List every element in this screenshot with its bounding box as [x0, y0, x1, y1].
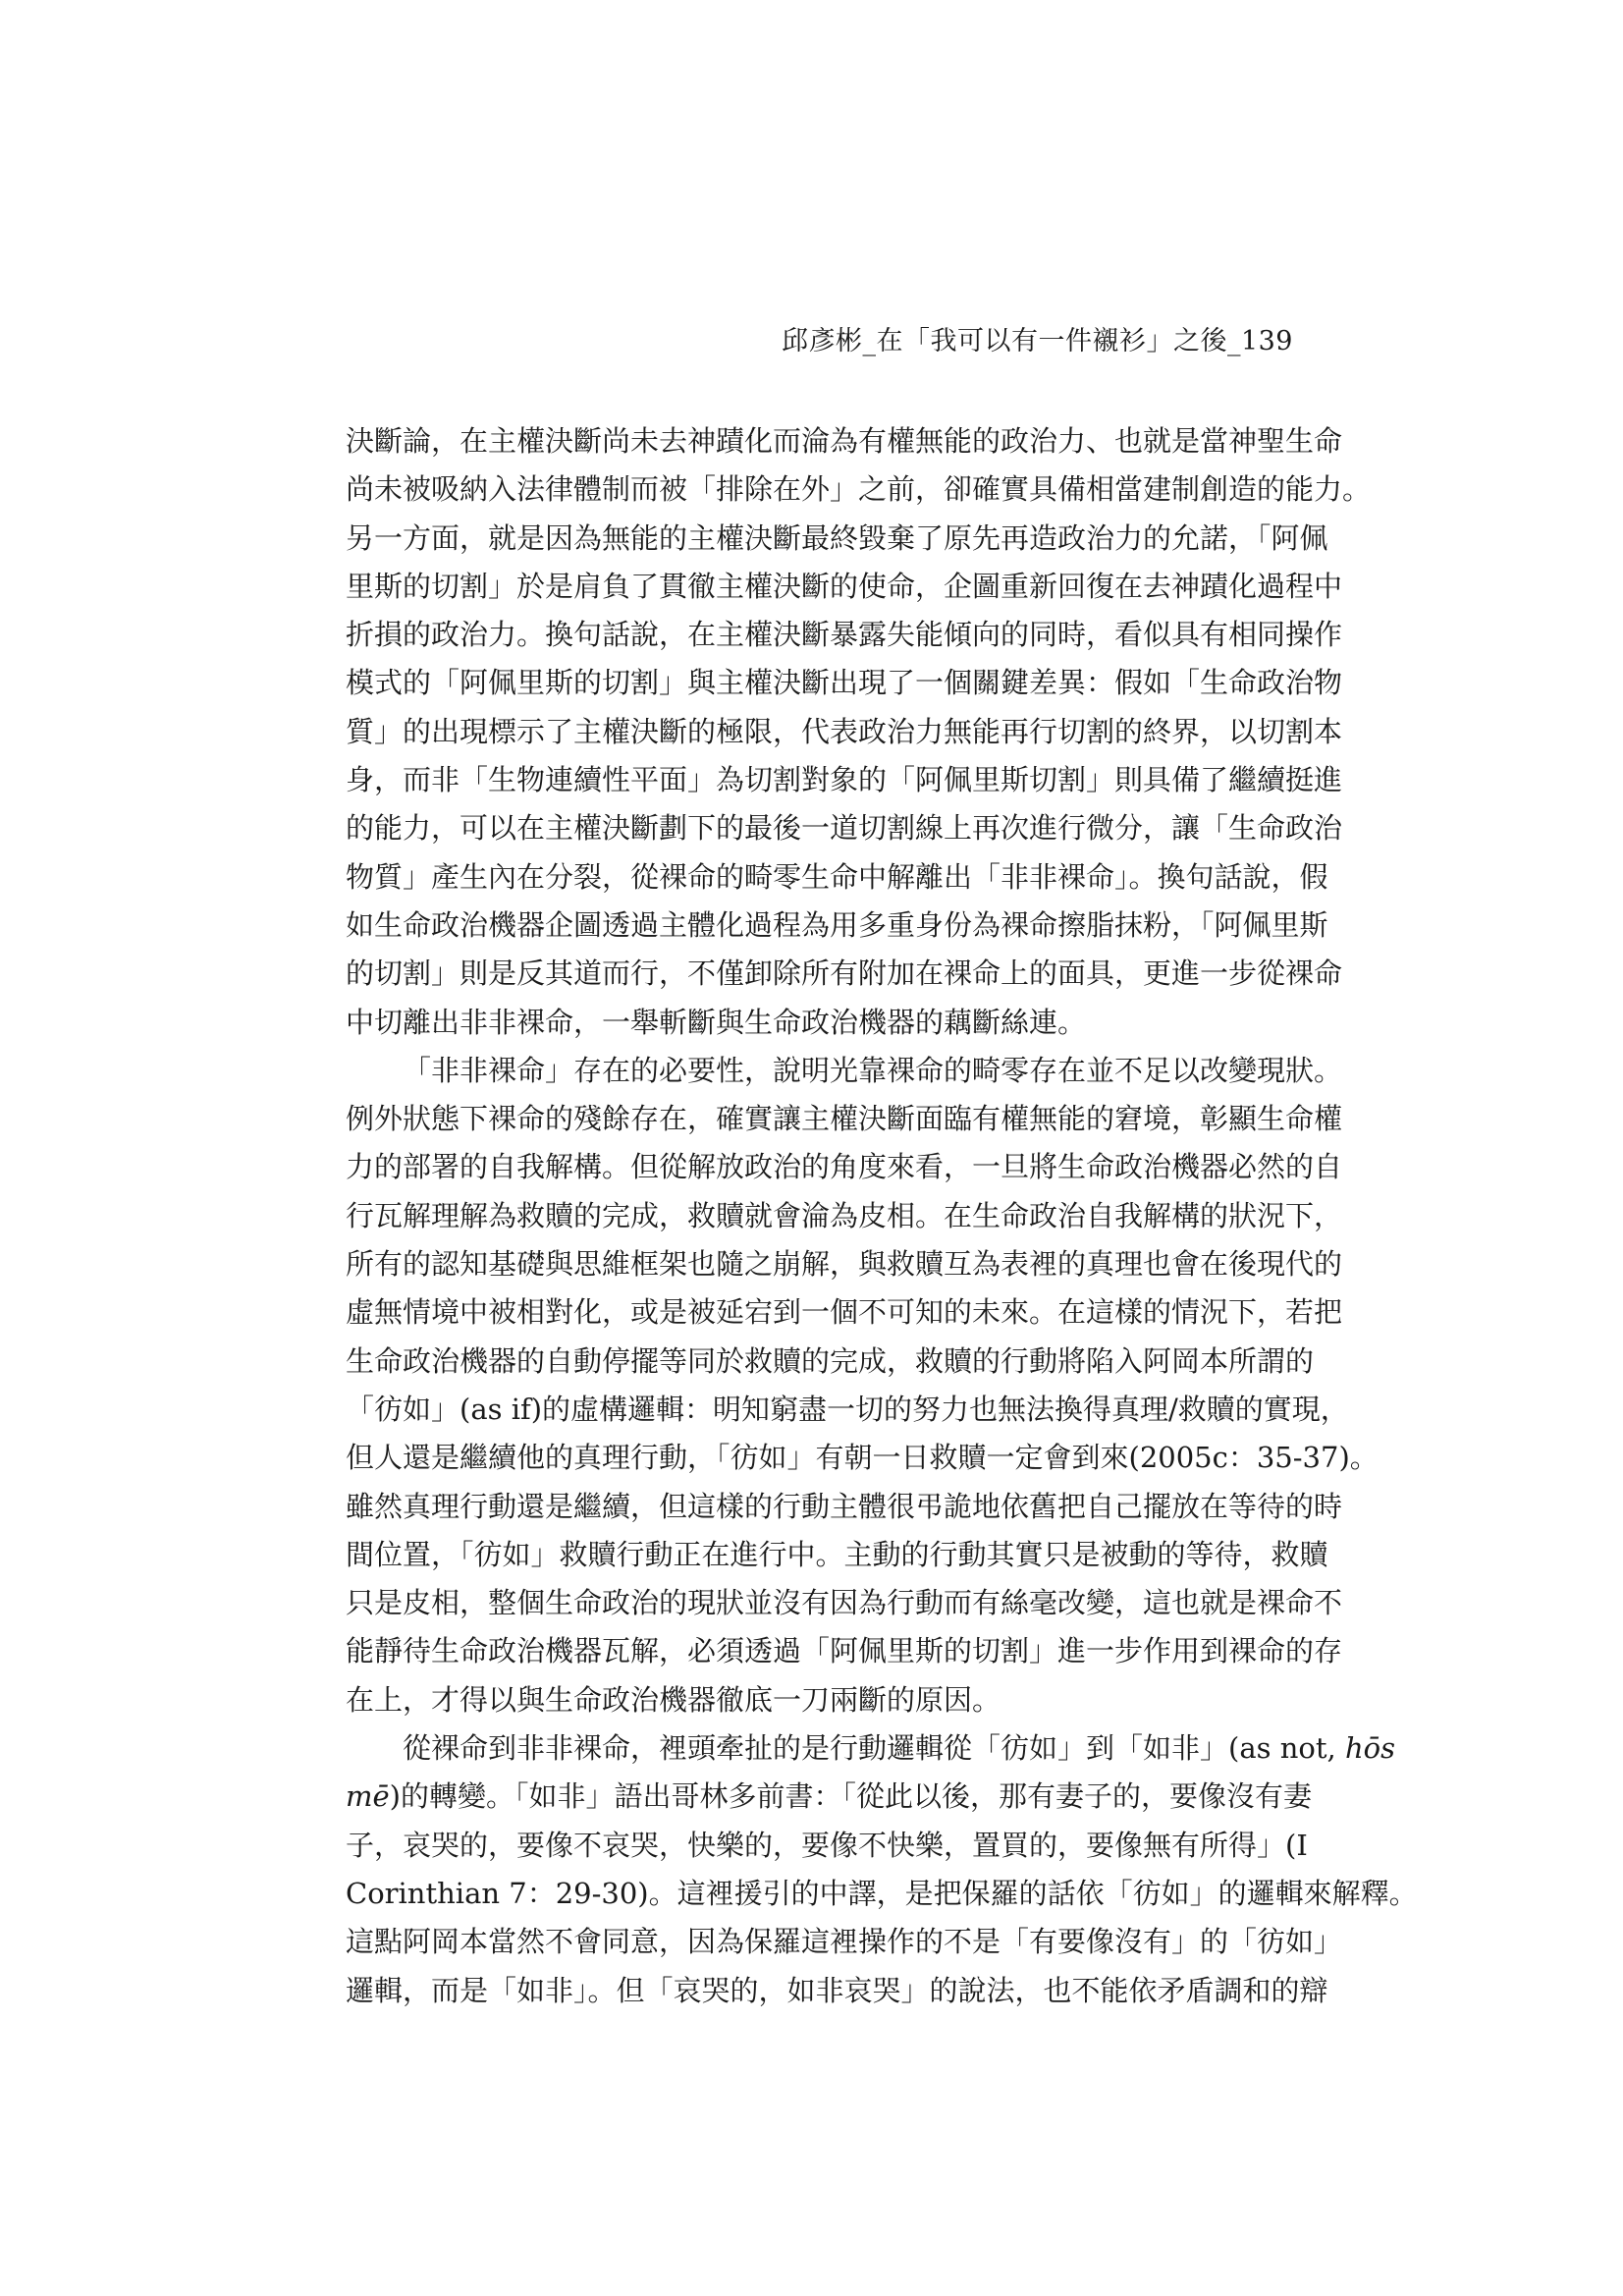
- text-line: 另一方面，就是因為無能的主權決斷最終毀棄了原先再造政治力的允諾，「阿佩: [346, 520, 1328, 555]
- text-line: 只是皮相，整個生命政治的現狀並沒有因為行動而有絲毫改變，這也就是裸命不: [346, 1586, 1343, 1620]
- text-line: 但人還是繼續他的真理行動，「彷如」有朝一日救贖一定會到來(2005c：35-37)。: [346, 1441, 1379, 1475]
- text-line: 物質」產生內在分裂，從裸命的畸零生命中解離出「非非裸命」。換句話說，假: [346, 859, 1328, 894]
- italic-term: mē: [346, 1779, 390, 1814]
- text-line: 所有的認知基礎與思維框架也隨之崩解，與救贖互為表裡的真理也會在後現代的: [346, 1247, 1343, 1282]
- text-line: 的切割」則是反其道而行，不僅卸除所有附加在裸命上的面具，更進一步從裸命: [346, 957, 1343, 991]
- text-line: 生命政治機器的自動停擺等同於救贖的完成，救贖的行動將陷入阿岡本所謂的: [346, 1343, 1315, 1378]
- text-line: 能靜待生命政治機器瓦解，必須透過「阿佩里斯的切割」進一步作用到裸命的存: [346, 1634, 1343, 1668]
- text-line: 的能力，可以在主權決斷劃下的最後一道切割線上再次進行微分，讓「生命政治: [346, 811, 1343, 846]
- text-line: 子，哀哭的，要像不哀哭，快樂的，要像不快樂，置買的，要像無有所得」(I: [346, 1828, 1308, 1862]
- text-line: 邏輯，而是「如非」。但「哀哭的，如非哀哭」的說法，也不能依矛盾調和的辯: [346, 1973, 1328, 2007]
- italic-term: hōs: [1344, 1731, 1395, 1766]
- body-text: [346, 417, 1418, 2015]
- text-line: 折損的政治力。換句話說，在主權決斷暴露失能傾向的同時，看似具有相同操作: [346, 618, 1343, 652]
- text-line: 決斷論，在主權決斷尚未去神蹟化而淪為有權無能的政治力、也就是當神聖生命: [346, 424, 1343, 458]
- text-line: 虛無情境中被相對化，或是被延宕到一個不可知的未來。在這樣的情況下，若把: [346, 1295, 1343, 1330]
- text-line: 質」的出現標示了主權決斷的極限，代表政治力無能再行切割的終界，以切割本: [346, 714, 1343, 748]
- text-line: 身，而非「生物連續性平面」為切割對象的「阿佩里斯切割」則具備了繼續挺進: [346, 763, 1343, 797]
- text-line: 如生命政治機器企圖透過主體化過程為用多重身份為裸命擦脂抹粉，「阿佩里斯: [346, 907, 1328, 942]
- text-line: [346, 1724, 1395, 1773]
- text-line-main: 從裸命到非非裸命，裡頭牽扯的是行動邏輯從「彷如」到「如非」(as not,: [403, 1731, 1345, 1766]
- text-line: Corinthian 7：29-30)。這裡援引的中譯，是把保羅的話依「彷如」的邏輯來解釋。: [346, 1876, 1418, 1910]
- text-line: 例外狀態下裸命的殘餘存在，確實讓主權決斷面臨有權無能的窘境，彰顯生命權: [346, 1102, 1343, 1136]
- running-head: 邱彥彬_在「我可以有一件襯衫」之後_139: [781, 326, 1293, 356]
- text-line: [346, 1773, 1312, 1821]
- text-line-main: )的轉變。「如非」語出哥林多前書：「從此以後，那有妻子的，要像沒有妻: [389, 1779, 1312, 1814]
- text-line: 中切離出非非裸命，一舉斬斷與生命政治機器的藕斷絲連。: [346, 1005, 1087, 1039]
- text-line: 雖然真理行動還是繼續，但這樣的行動主體很弔詭地依舊把自己擺放在等待的時: [346, 1489, 1343, 1523]
- text-line: 在上，才得以與生命政治機器徹底一刀兩斷的原因。: [346, 1682, 1001, 1717]
- text-line: 力的部署的自我解構。但從解放政治的角度來看，一旦將生命政治機器必然的自: [346, 1150, 1343, 1184]
- text-line: 這點阿岡本當然不會同意，因為保羅這裡操作的不是「有要像沒有」的「彷如」: [346, 1925, 1343, 1959]
- text-line: 行瓦解理解為救贖的完成，救贖就會淪為皮相。在生命政治自我解構的狀況下，: [346, 1198, 1343, 1232]
- text-line: 「彷如」(as if)的虛構邏輯：明知窮盡一切的努力也無法換得真理/救贖的實現，: [346, 1392, 1349, 1426]
- text-line: 模式的「阿佩里斯的切割」與主權決斷出現了一個關鍵差異：假如「生命政治物: [346, 666, 1343, 700]
- text-line: 里斯的切割」於是肩負了貫徹主權決斷的使命，企圖重新回復在去神蹟化過程中: [346, 569, 1343, 603]
- text-line: 間位置，「彷如」救贖行動正在進行中。主動的行動其實只是被動的等待，救贖: [346, 1537, 1328, 1571]
- text-line: 尚未被吸納入法律體制而被「排除在外」之前，卻確實具備相當建制創造的能力。: [346, 472, 1372, 507]
- text-line: 「非非裸命」存在的必要性，說明光靠裸命的畸零存在並不足以改變現狀。: [403, 1053, 1343, 1087]
